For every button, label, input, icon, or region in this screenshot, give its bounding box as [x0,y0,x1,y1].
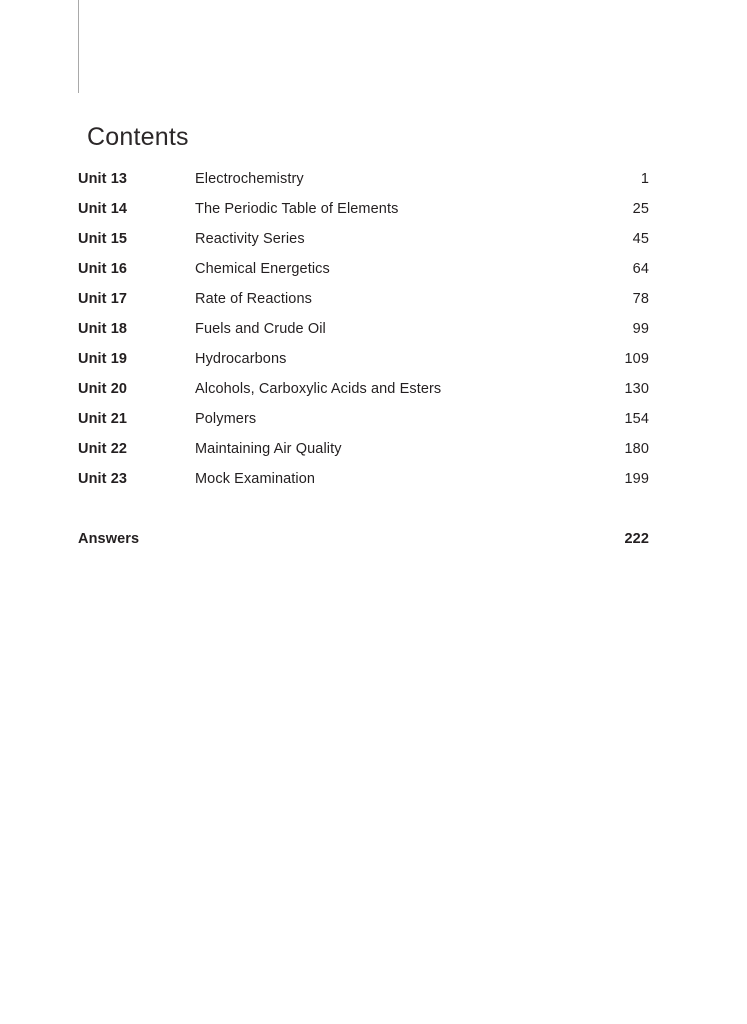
toc-row[interactable] [78,404,649,434]
toc-row-answers[interactable] [78,524,649,554]
toc-unit-label: Unit 19 [78,351,128,367]
toc-page-number: 78 [632,291,649,307]
toc-row[interactable] [78,344,649,374]
toc-page-number: 99 [632,321,649,337]
toc-entry-title: Electrochemistry [195,171,304,187]
toc-row[interactable] [78,464,649,494]
toc-row[interactable] [78,314,649,344]
toc-unit-label: Unit 22 [78,441,128,457]
toc-entry-title: Reactivity Series [195,231,305,247]
toc-page-number: 64 [632,261,649,277]
toc-row[interactable] [78,164,649,194]
toc-row[interactable] [78,374,649,404]
toc-page-number: 109 [624,351,649,367]
toc-row[interactable] [78,434,649,464]
toc-page-number: 154 [624,411,649,427]
answers-page-number: 222 [624,531,649,547]
toc-page-number: 1 [640,171,649,187]
toc-unit-label: Unit 15 [78,231,128,247]
toc-unit-label: Unit 16 [78,261,128,277]
toc-page-number: 45 [632,231,649,247]
toc-entry-title: The Periodic Table of Elements [195,201,399,217]
toc-row[interactable] [78,194,649,224]
toc-row[interactable] [78,284,649,314]
toc-entry-title: Rate of Reactions [195,291,312,307]
toc-entry-title: Alcohols, Carboxylic Acids and Esters [195,381,442,397]
toc-page-number: 25 [632,201,649,217]
toc-unit-label: Unit 14 [78,201,128,217]
toc-entry-title: Maintaining Air Quality [195,441,342,457]
toc-entry-title: Mock Examination [195,471,316,487]
toc-unit-label: Unit 17 [78,291,128,307]
toc-page-number: 199 [624,471,649,487]
toc-row[interactable] [78,224,649,254]
toc-entry-title: Fuels and Crude Oil [195,321,326,337]
toc-row[interactable] [78,254,649,284]
toc-page-number: 130 [624,381,649,397]
table-of-contents [78,164,649,494]
toc-unit-label: Unit 23 [78,471,128,487]
toc-unit-label: Unit 21 [78,411,128,427]
page-title: Contents [87,122,189,151]
decorative-vertical-rule [78,0,79,93]
toc-entry-title: Chemical Energetics [195,261,330,277]
toc-unit-label: Unit 18 [78,321,128,337]
answers-label: Answers [78,531,140,547]
toc-unit-label: Unit 20 [78,381,128,397]
toc-unit-label: Unit 13 [78,171,128,187]
toc-entry-title: Polymers [195,411,257,427]
toc-entry-title: Hydrocarbons [195,351,287,367]
toc-page-number: 180 [624,441,649,457]
